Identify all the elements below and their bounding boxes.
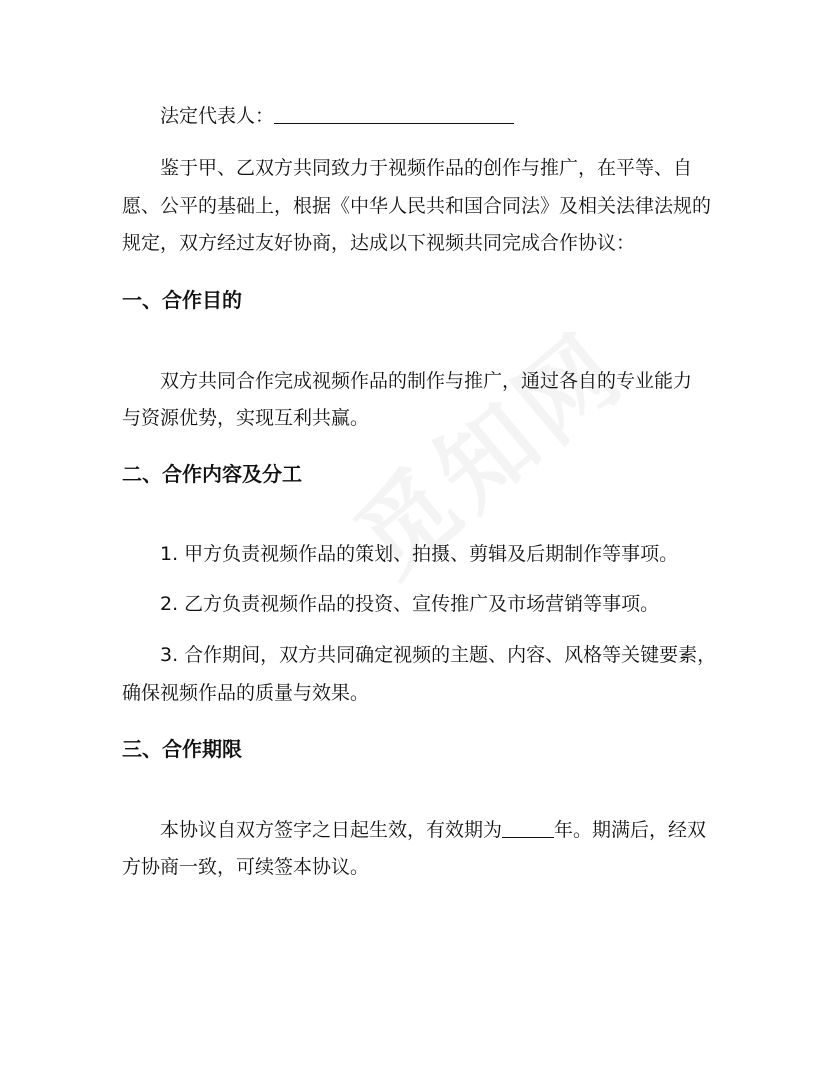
term-text-before: 本协议自双方签字之日起生效，有效期为 [160,819,503,841]
section-2-item-1: 1. 甲方负责视频作品的策划、拍摄、剪辑及后期制作等事项。 [160,543,679,565]
section-3-term-line [160,818,706,842]
preamble-line-3: 规定，双方经过友好协商，达成以下视频共同完成合作协议： [122,232,636,254]
section-1-heading: 一、合作目的 [122,288,242,312]
section-3-term-line-2: 方协商一致，可续签本协议。 [122,856,370,878]
term-text-after: 年。期满后，经双 [554,819,707,841]
section-1-line-1: 双方共同合作完成视频作品的制作与推广，通过各自的专业能力 [160,370,693,392]
section-2-item-2: 2. 乙方负责视频作品的投资、宣传推广及市场营销等事项。 [160,593,660,615]
section-2-item-3: 3. 合作期间，双方共同确定视频的主题、内容、风格等关键要素， [160,644,717,666]
preamble-line-1: 鉴于甲、乙双方共同致力于视频作品的创作与推广，在平等、自 [160,157,693,179]
section-2-item-3-continuation: 确保视频作品的质量与效果。 [122,682,370,704]
legal-representative-blank [274,105,514,124]
section-1-line-2: 与资源优势，实现互利共赢。 [122,407,370,429]
legal-representative-line [160,104,514,128]
section-2-heading: 二、合作内容及分工 [122,462,302,486]
section-3-heading: 三、合作期限 [122,737,242,761]
legal-representative-label: 法定代表人： [160,105,275,127]
preamble-line-2: 愿、公平的基础上，根据《中华人民共和国合同法》及相关法律法规的 [122,195,712,217]
term-years-blank [502,819,554,838]
